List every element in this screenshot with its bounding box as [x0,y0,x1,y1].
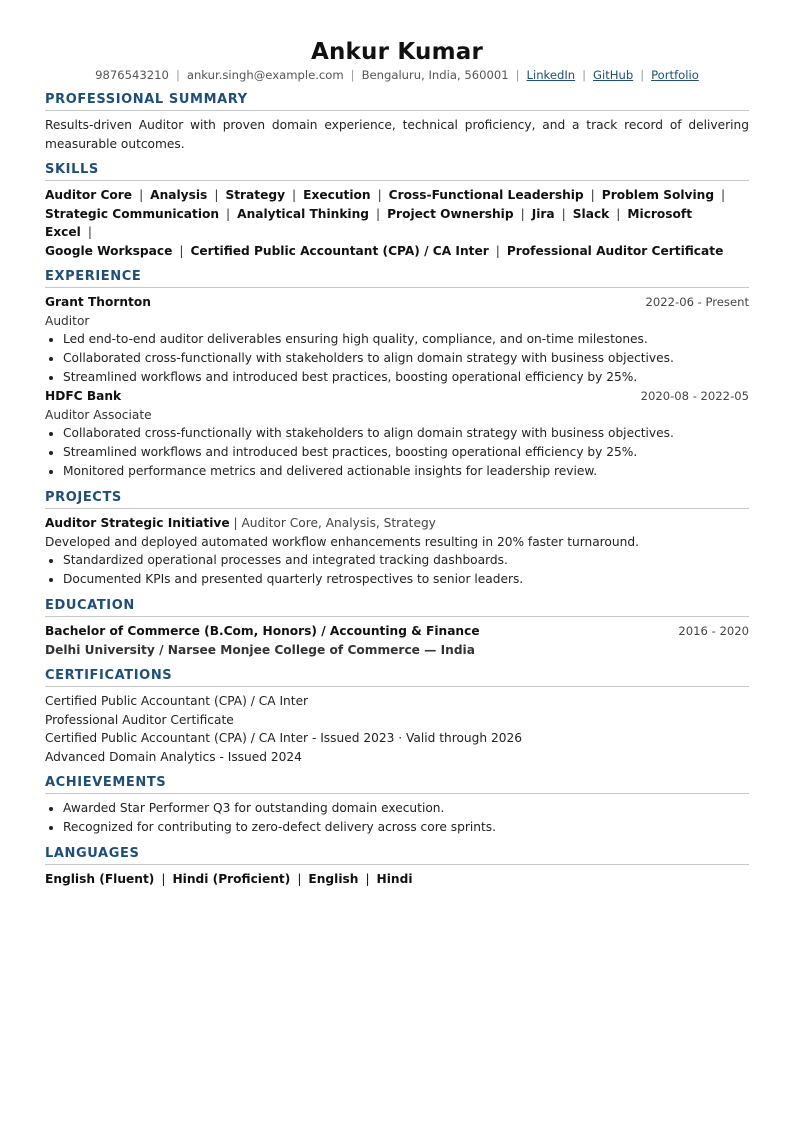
certification-item: Certified Public Accountant (CPA) / CA Inter - Issued 2023 · Valid through 2026 [45,731,523,745]
achievements-section [45,774,749,837]
job-bullets [45,330,749,387]
skills-list: Auditor Core | Analysis | Strategy | Execution | Cross-Functional Leadership | Problem Solving | Strategic Communication | Analytical Thinking | Project Ownership | Jira | Slack | Microsoft Excel | Google Workspace | Certified Public Accountant (CPA) / CA Inter | Professional Auditor Certificate [45,188,726,258]
skill-item: Google Workspace [45,243,173,258]
job-bullet: • Collaborated cross-functionally with stakeholders to align domain strategy with business objectives. [63,424,749,443]
projects-heading: PROJECTS [45,489,749,509]
job-entry [45,293,749,387]
location: Bengaluru, India, 560001 [361,68,509,82]
separator: | [640,68,645,82]
job-bullet: • Collaborated cross-functionally with stakeholders to align domain strategy with business objectives. [63,349,749,368]
achievement-list [45,799,749,837]
skill-item: Analytical Thinking [237,206,370,221]
certification-item: Certified Public Accountant (CPA) / CA Inter [45,694,309,708]
skill-item: Execution [303,188,371,202]
github-link[interactable]: GitHub [593,68,634,82]
phone-number: 9876543210 [95,68,169,82]
separator: | [515,68,520,82]
candidate-name: Ankur Kumar [310,39,484,65]
summary-text: Results-driven Auditor with proven domain experience, technical proficiency, and a track record of delivering measurable outcomes. [45,118,749,151]
skill-item: Slack [572,206,610,221]
projects-section [45,489,749,589]
skill-item: Analysis [150,188,208,202]
job-dates: 2020-08 - 2022-05 [640,389,749,403]
job-dates: 2022-06 - Present [645,295,749,309]
languages-heading: LANGUAGES [45,845,749,865]
language-item: English (Fluent) [45,872,155,886]
job-bullet: • Streamlined workflows and introduced best practices, boosting operational efficiency by 25%. [63,443,749,462]
separator: | [582,68,587,82]
education-dates: 2016 - 2020 [678,624,749,638]
achievement-item: • Awarded Star Performer Q3 for outstanding domain execution. [63,799,749,818]
degree: Bachelor of Commerce (B.Com, Honors) / Accounting & Finance [45,624,480,638]
job-entry [45,387,749,481]
skill-item: Strategy [225,188,286,202]
skill-item: Jira [531,206,555,221]
separator: | [175,68,180,82]
experience-heading: EXPERIENCE [45,268,749,288]
skills-section [45,161,749,260]
skill-item: Strategic Communication [45,206,220,221]
language-item: English [308,872,359,886]
portfolio-link[interactable]: Portfolio [651,68,699,82]
skill-item: Microsoft Excel [45,206,693,239]
certifications-heading: CERTIFICATIONS [45,667,749,687]
project-header [45,514,749,533]
project-description: Developed and deployed automated workflow enhancements resulting in 20% faster turnaround. [45,534,639,549]
job-bullet: • Led end-to-end auditor deliverables ensuring high quality, compliance, and on-time milestones. [63,330,749,349]
linkedin-link[interactable]: LinkedIn [526,68,576,82]
job-bullets [45,424,749,481]
experience-section [45,268,749,481]
company-name: Grant Thornton [45,295,151,309]
skill-item: Certified Public Accountant (CPA) / CA Inter [190,243,489,258]
contact-line [45,67,749,83]
achievements-heading: ACHIEVEMENTS [45,774,749,794]
achievement-item: • Recognized for contributing to zero-defect delivery across core sprints. [63,818,749,837]
job-bullet: • Monitored performance metrics and delivered actionable insights for leadership review. [63,462,749,481]
languages-section [45,845,749,889]
summary-section [45,91,749,153]
language-list: English (Fluent) | Hindi (Proficient) | English | Hindi [45,872,413,886]
language-item: Hindi (Proficient) [172,872,291,886]
summary-heading: PROFESSIONAL SUMMARY [45,91,749,111]
project-name: Auditor Strategic Initiative [45,516,230,530]
education-heading: EDUCATION [45,597,749,617]
project-bullet: • Standardized operational processes and integrated tracking dashboards. [63,551,749,570]
skill-item: Professional Auditor Certificate [506,243,724,258]
project-bullet: • Documented KPIs and presented quarterly retrospectives to senior leaders. [63,570,749,589]
job-role: Auditor [45,313,90,328]
resume-page [45,38,749,889]
certification-item: Advanced Domain Analytics - Issued 2024 [45,749,302,764]
project-tech: | Auditor Core, Analysis, Strategy [229,516,436,530]
skill-item: Auditor Core [45,188,133,202]
skills-heading: SKILLS [45,161,749,181]
certifications-section [45,667,749,766]
language-item: Hindi [376,872,413,886]
job-bullet: • Streamlined workflows and introduced best practices, boosting operational efficiency by 25%. [63,368,749,387]
email-address: ankur.singh@example.com [186,68,344,82]
school-name: Delhi University / Narsee Monjee College of Commerce — India [45,642,475,657]
job-role: Auditor Associate [45,407,152,422]
company-name: HDFC Bank [45,389,122,403]
skill-item: Problem Solving [601,188,715,202]
separator: | [350,68,355,82]
project-bullets [45,551,749,589]
skill-item: Cross-Functional Leadership [388,188,584,202]
education-section [45,597,749,659]
skill-item: Project Ownership [387,206,514,221]
certification-item: Professional Auditor Certificate [45,712,234,727]
